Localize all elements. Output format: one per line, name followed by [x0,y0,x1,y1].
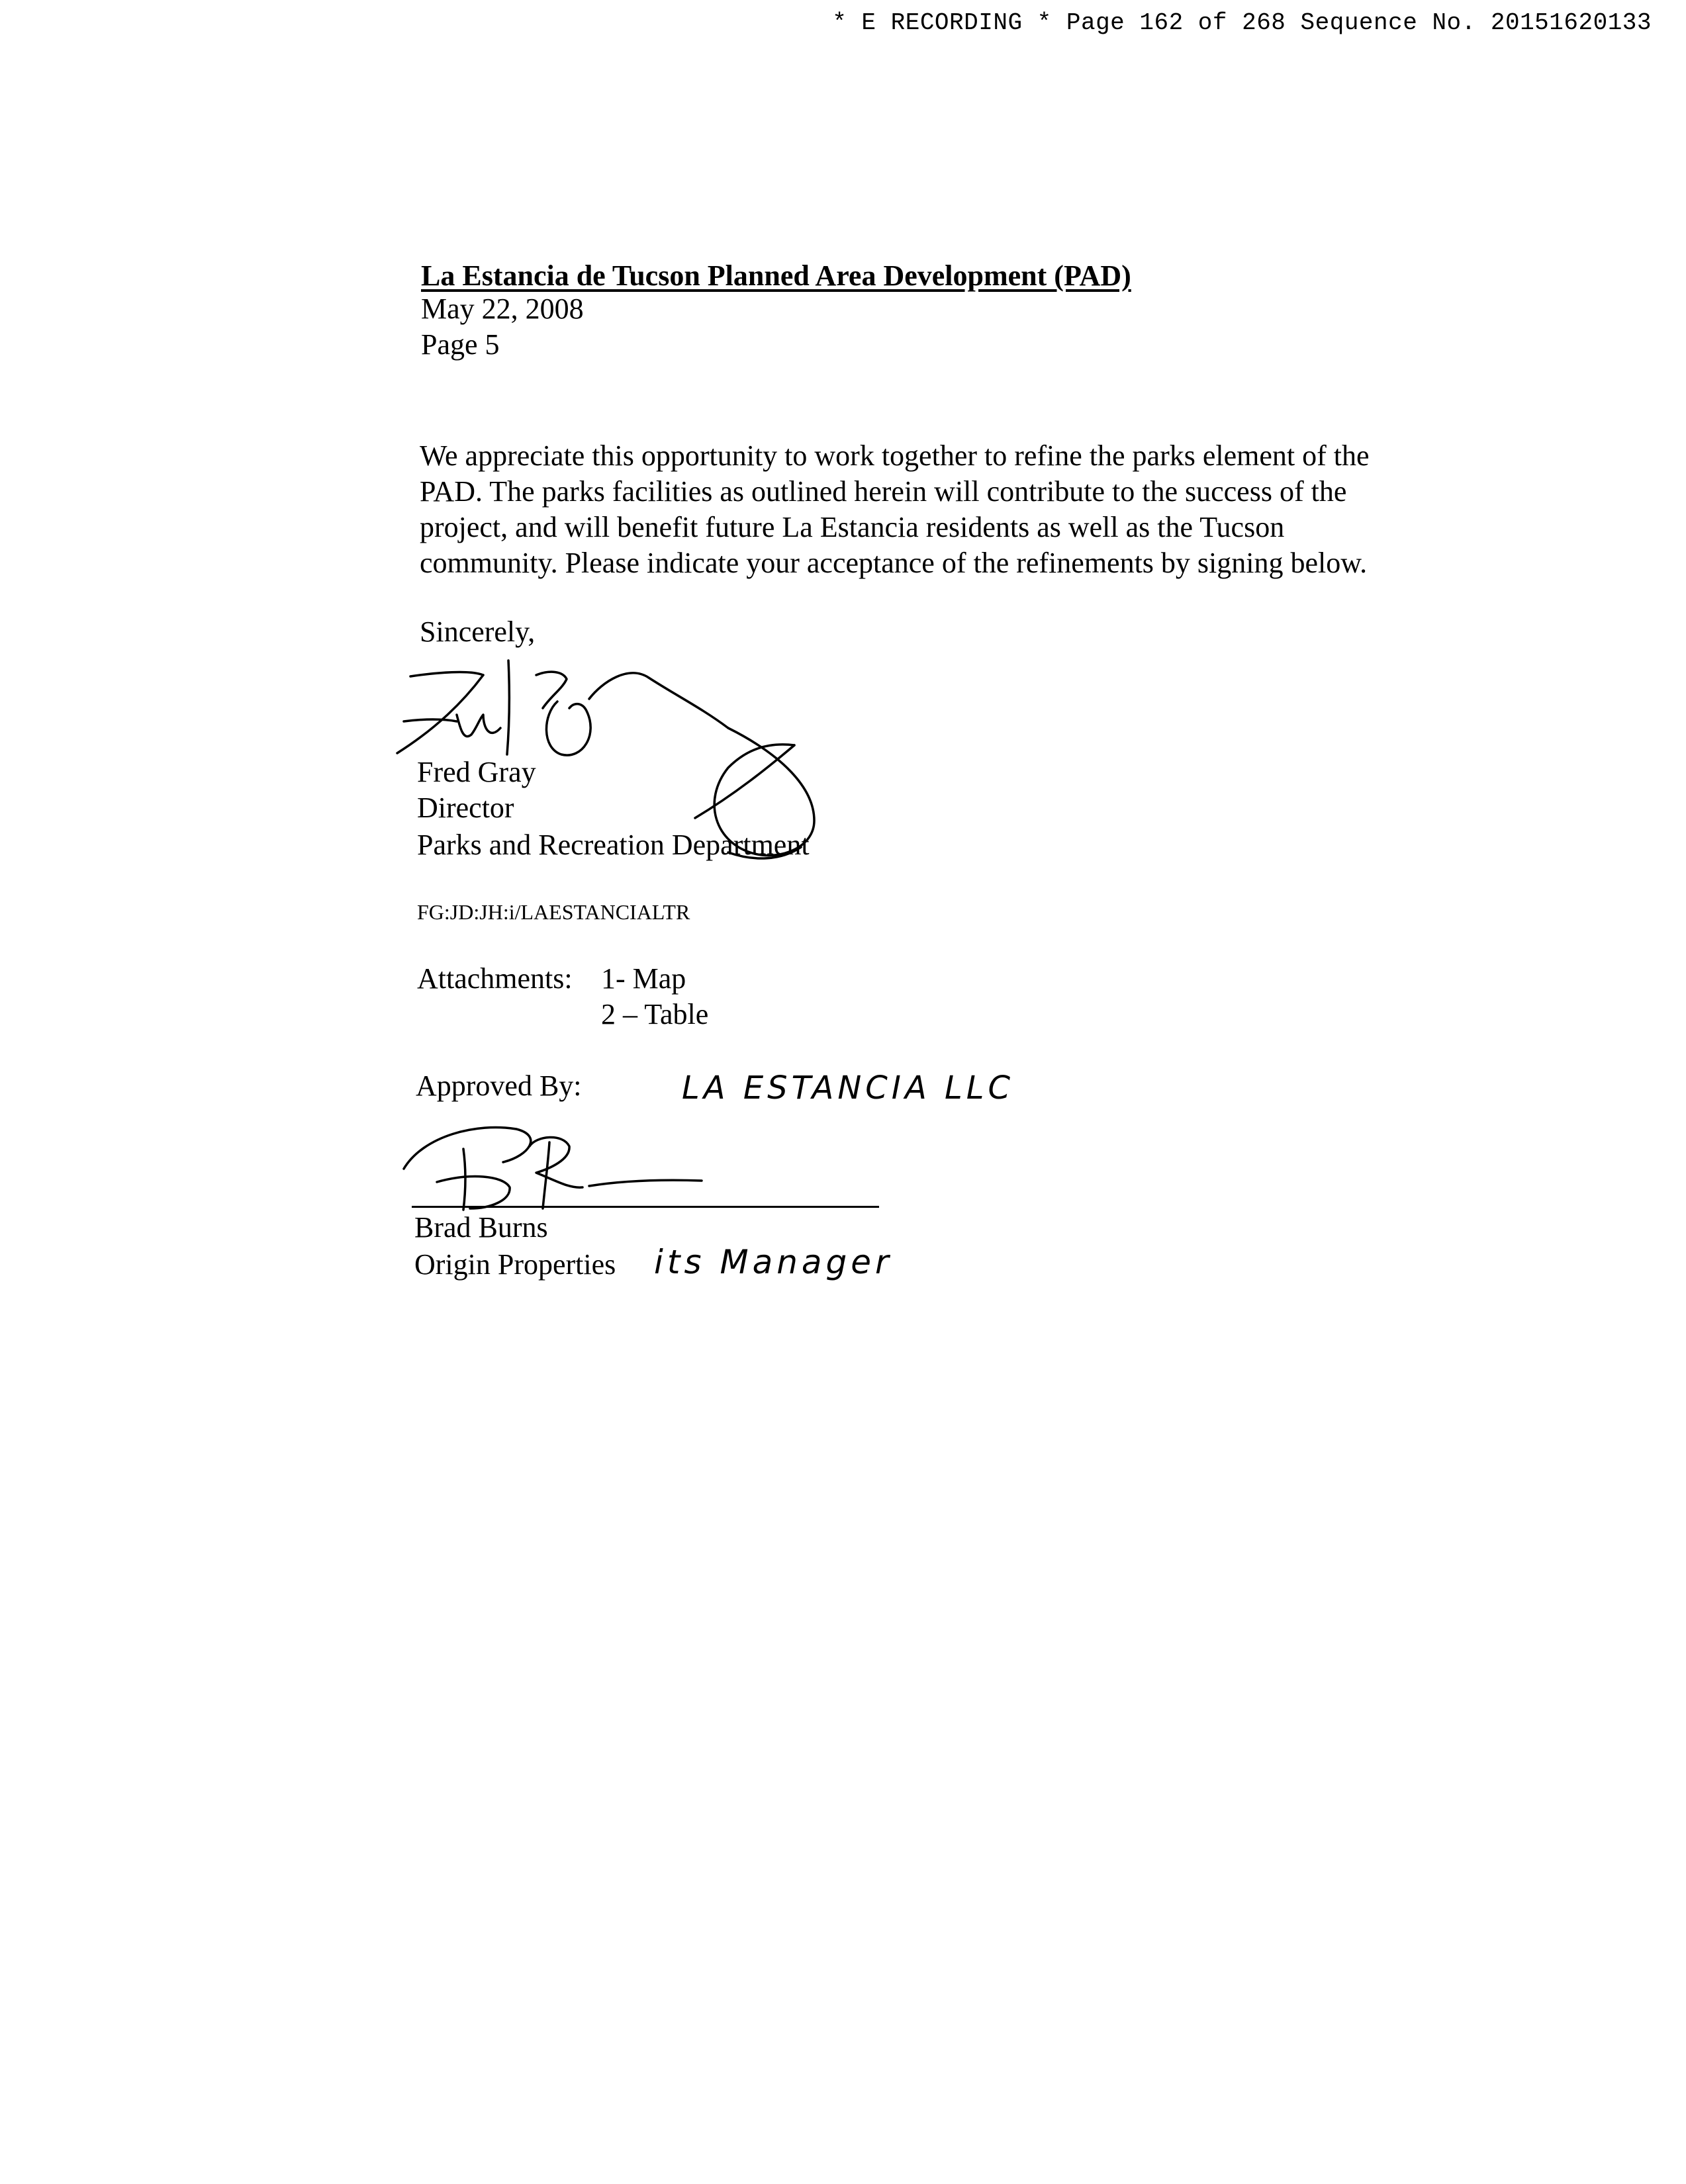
signature-stroke [463,1149,465,1210]
signature-stroke [507,660,509,754]
signature-stroke [589,1180,702,1186]
signature-stroke [437,1177,510,1208]
signature-line [412,1206,879,1208]
body-paragraph [420,438,1452,581]
attachment-item: 1- Map [601,962,686,995]
body-line: PAD. The parks facilities as outlined herein will contribute to the success of the [420,475,1347,508]
closing: Sincerely, [420,615,536,648]
signer-title: Director [417,792,514,824]
signature-stroke [589,673,728,728]
approved-by-label: Approved By: [416,1069,582,1102]
approver-handwritten-role: its Manager [654,1243,893,1281]
signature-stroke [457,715,500,737]
body-line: project, and will benefit future La Estancia residents as well as the Tucson [420,511,1285,543]
signature-stroke [404,719,457,721]
signature-stroke [546,702,590,755]
signature-stroke [404,1128,531,1169]
approver-signature [397,1109,741,1222]
signature-stroke [530,1137,583,1187]
approver-company: Origin Properties [414,1248,616,1281]
page-number: Page 5 [421,328,500,361]
reference-initials: FG:JD:JH:i/LAESTANCIALTR [417,900,690,924]
letter-date: May 22, 2008 [421,293,584,325]
attachments-label: Attachments: [417,962,573,995]
body-line: community. Please indicate your acceptance of the refinements by signing below. [420,547,1368,579]
signature-stroke [536,672,567,708]
approver-name: Brad Burns [414,1211,548,1244]
signer-department: Parks and Recreation Department [417,829,810,861]
signature-stroke [397,675,483,753]
signature-stroke [695,745,794,818]
attachment-item: 2 – Table [601,998,709,1030]
approved-by-handwritten: LA ESTANCIA LLC [682,1069,1015,1107]
signer-name: Fred Gray [417,756,536,788]
body-line: We appreciate this opportunity to work together to refine the parks element of the [420,439,1370,472]
letter-title: La Estancia de Tucson Planned Area Development (PAD) [421,259,1131,292]
signature-stroke [410,672,483,676]
recording-header: * E RECORDING * Page 162 of 268 Sequence No. 20151620133 [832,9,1652,36]
